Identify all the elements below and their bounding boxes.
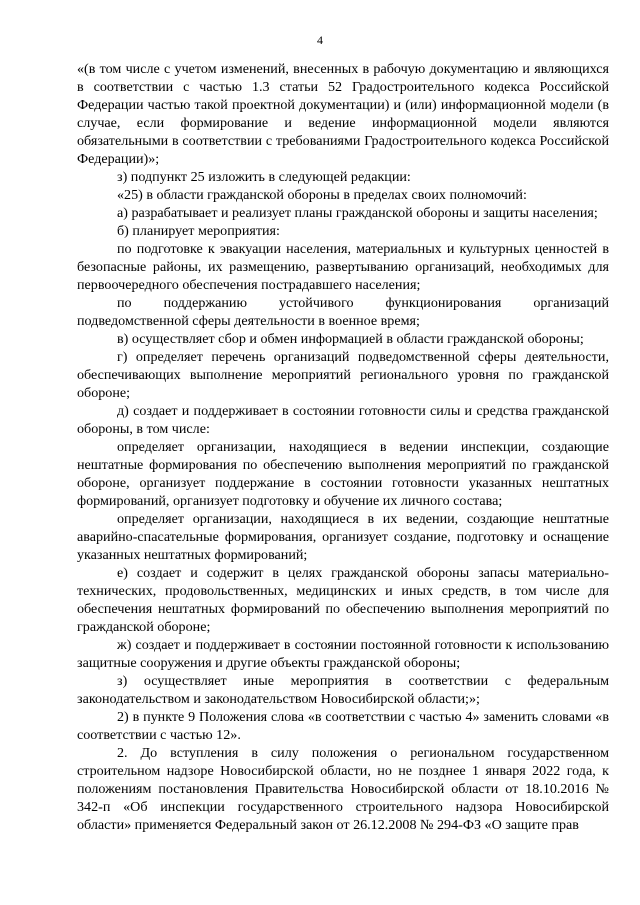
paragraph-nonstandard-units: определяет организации, находящиеся в ведении инспекции, создающие нештатные формирования по обеспечению выполнения мероприятий по гражданской обороне, организует поддержание в состоянии готовности указанных нештатных формирований, организует подготовку и обучение их личного состава; [77, 439, 609, 509]
paragraph-subitem-z: з) подпункт 25 изложить в следующей редакции: [117, 169, 411, 185]
paragraph-continuation: «(в том числе с учетом изменений, внесенных в рабочую документацию и являющихся в соответствии с частью 1.3 статьи 52 Градостроительного кодекса Российской Федерации частью такой проектной документации) и (или) информационной модели (в случае, если формирование и ведение информационной модели являются обязательными в соответствии с требованиями Градостроительного кодекса Российской Федерации)»; [77, 61, 609, 167]
paragraph-functioning: по поддержанию устойчивого функционирования организаций подведомственной сферы деятельности в военное время; [77, 295, 609, 329]
page-number: 4 [317, 33, 323, 47]
paragraph-item-z-other: з) осуществляет иные мероприятия в соответствии с федеральным законодательством и законодательством Новосибирской области;»; [77, 673, 609, 707]
paragraph-item-a: а) разрабатывает и реализует планы гражданской обороны и защиты населения; [117, 205, 598, 221]
paragraph-item-v: в) осуществляет сбор и обмен информацией в области гражданской обороны; [117, 331, 584, 347]
paragraph-item-25: «25) в области гражданской обороны в пределах своих полномочий: [117, 187, 527, 203]
paragraph-item-d: д) создает и поддерживает в состоянии готовности силы и средства гражданской обороны, в том числе: [77, 403, 609, 437]
paragraph-item-zh: ж) создает и поддерживает в состоянии постоянной готовности к использованию защитные сооружения и другие объекты гражданской обороны; [77, 637, 609, 671]
paragraph-evacuation: по подготовке к эвакуации населения, материальных и культурных ценностей в безопасные районы, их размещению, развертыванию организаций, необходимых для первоочередного обеспечения пострадавшего населения; [77, 241, 609, 293]
paragraph-rescue-units: определяет организации, находящиеся в их ведении, создающие нештатные аварийно-спасательные формирования, организует создание, подготовку и оснащение указанных нештатных формирований; [77, 511, 609, 563]
paragraph-item-b: б) планирует мероприятия: [117, 223, 280, 239]
paragraph-section-2: 2. До вступления в силу положения о региональном государственном строительном надзоре Новосибирской области, но не позднее 1 января 2022 года, к положениям постановления Правительства Новосибирской области от 18.10.2016 № 342-п «Об инспекции государственного строительного надзора Новосибирской области» применяется Федеральный закон от 26.12.2008 № 294-ФЗ «О защите прав [77, 745, 609, 833]
document-body [77, 60, 609, 834]
paragraph-point-2: 2) в пункте 9 Положения слова «в соответствии с частью 4» заменить словами «в соответствии с частью 12». [77, 709, 609, 743]
paragraph-item-e: е) создает и содержит в целях гражданской обороны запасы материально-технических, продовольственных, медицинских и иных средств, в том числе для обеспечения нештатных формирований по обеспечению выполнения мероприятий по гражданской обороне; [77, 565, 609, 635]
paragraph-item-g: г) определяет перечень организаций подведомственной сферы деятельности, обеспечивающих выполнение мероприятий регионального уровня по гражданской обороне; [77, 349, 609, 401]
